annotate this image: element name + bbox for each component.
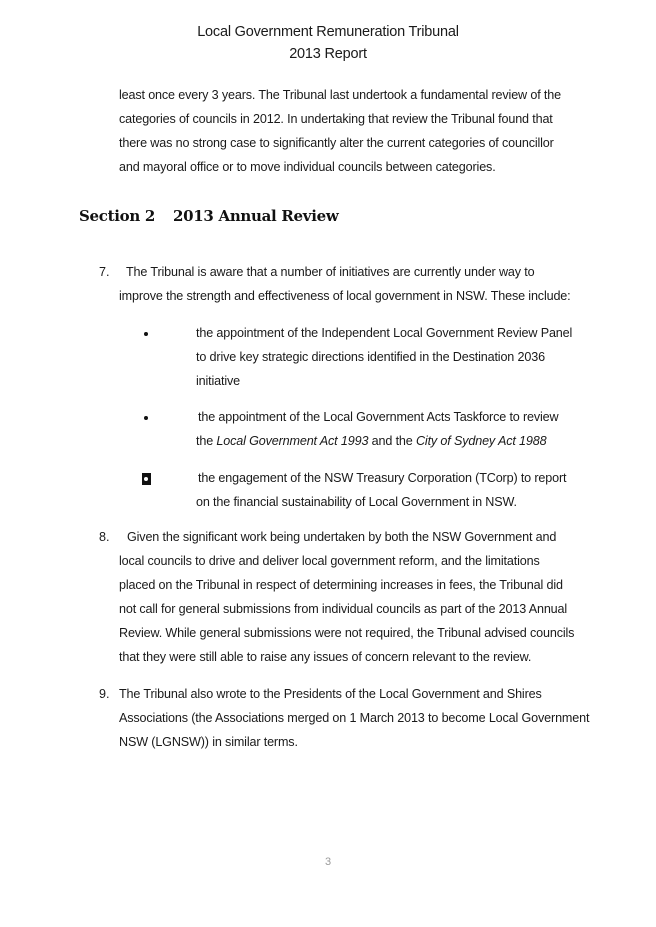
- text-line: least once every 3 years. The Tribunal last undertook a fundamental review of the: [119, 88, 561, 102]
- text-line-with-act-names: [196, 434, 546, 448]
- text-segment: and the: [368, 434, 416, 448]
- paragraph-number: 7.: [99, 265, 110, 279]
- text-line: the appointment of the Independent Local Government Review Panel: [196, 326, 573, 340]
- text-line: initiative: [196, 374, 240, 388]
- text-line: placed on the Tribunal in respect of determining increases in fees, the Tribunal did: [119, 578, 563, 592]
- bullet-box-icon: [142, 473, 151, 485]
- text-line: Given the significant work being undertaken by both the NSW Government and: [127, 530, 557, 544]
- text-line: there was no strong case to significantly alter the current categories of councillor: [119, 136, 554, 150]
- text-line: that they were still able to raise any issues of concern relevant to the review.: [119, 650, 532, 664]
- bullet-icon: [144, 416, 148, 420]
- section-number: Section 2: [79, 207, 156, 225]
- page-number: 3: [324, 856, 332, 868]
- bullet-icon: [144, 332, 148, 336]
- document-header-subtitle: 2013 Report: [289, 46, 367, 62]
- text-line: The Tribunal also wrote to the Presidents of the Local Government and Shires: [119, 687, 542, 701]
- act-name-local-government-act: Local Government Act 1993: [216, 434, 369, 448]
- section-title: 2013 Annual Review: [173, 207, 339, 225]
- text-line: NSW (LGNSW)) in similar terms.: [119, 735, 298, 749]
- act-name-city-of-sydney-act: City of Sydney Act 1988: [415, 434, 547, 448]
- section-heading: [79, 207, 338, 225]
- text-segment: the: [196, 434, 217, 448]
- text-line: Review. While general submissions were not required, the Tribunal advised councils: [119, 626, 575, 640]
- text-line: Associations (the Associations merged on 1 March 2013 to become Local Government: [119, 711, 590, 725]
- text-line: to drive key strategic directions identified in the Destination 2036: [196, 350, 545, 364]
- text-line: categories of councils in 2012. In undertaking that review the Tribunal found that: [119, 112, 553, 126]
- text-line: and mayoral office or to move individual councils between categories.: [119, 160, 496, 174]
- document-header-title: Local Government Remuneration Tribunal: [197, 24, 459, 40]
- text-line: on the financial sustainability of Local Government in NSW.: [196, 495, 517, 509]
- paragraph-number: 8.: [99, 530, 110, 544]
- paragraph-number: 9.: [99, 687, 110, 701]
- text-line: local councils to drive and deliver local government reform, and the limitations: [119, 554, 540, 568]
- text-line: The Tribunal is aware that a number of initiatives are currently under way to: [126, 265, 535, 279]
- text-line: improve the strength and effectiveness of local government in NSW. These include:: [119, 289, 571, 303]
- text-line: not call for general submissions from individual councils as part of the 2013 Annual: [119, 602, 568, 616]
- text-line: the appointment of the Local Government Acts Taskforce to review: [198, 410, 559, 424]
- text-line: the engagement of the NSW Treasury Corporation (TCorp) to report: [198, 471, 567, 485]
